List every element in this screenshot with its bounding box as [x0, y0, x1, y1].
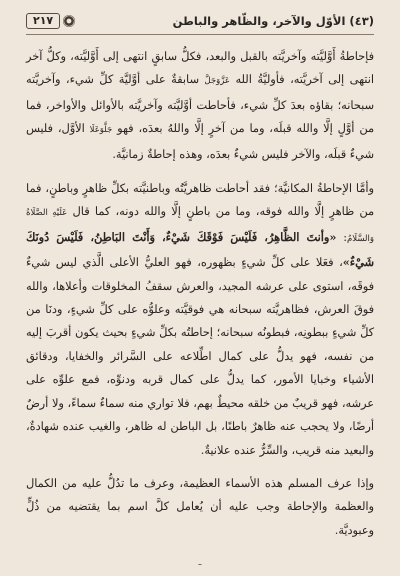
- page-number: ٢١٧: [26, 13, 60, 29]
- paragraph: [26, 177, 374, 462]
- honorific-phrase: جَلَّوَعَلَا: [89, 125, 113, 136]
- rosette-ornament-icon: [63, 15, 75, 27]
- text-run: الأوَّل، فليس شيءٌ قبلَه، والآخر فليس شيءٌ بعدَه، وهذه إحاطةٌ زمانيَّة.: [26, 122, 374, 161]
- footer-mark: ـ: [198, 557, 202, 568]
- chapter-title: (٤٣) الأوّل والآخر، والظّاهر والباطن: [172, 14, 374, 28]
- text-run: فإحاطةُ أَوَّليَّته وآخريَّته بالقبل والبعد، فكلُّ سابقٍ انتهى إلى أَوَّليَّته، وكلُّ آخر انتهى إلى آخريَّته، فأوليَّةُ الله: [26, 50, 374, 87]
- page-number-area: [26, 13, 75, 29]
- hadith-quote: «وأنتَ الظَّاهِرُ، فَلَيْسَ فَوْقَكَ شَيْءٌ، وَأَنْتَ البَاطِنُ، فَلَيْسَ دُونَكَ شَيْءٌ»: [26, 229, 374, 270]
- text-run: وأمَّا الإحاطةُ المكانيَّة؛ فقد أحاطت ظاهريَّتُه وباطنيَّته بكلِّ ظاهرٍ وباطنٍ، فما من ظاهرٍ إلَّا والله فوقه، وما من باطنٍ إلَّا والله دونه، كما قال: [26, 182, 374, 219]
- paragraph: [26, 45, 374, 166]
- text-run: سابقةٌ على أوَّليَّة كلِّ شيء، وآخريَّته سبحانه؛ بقاؤه بعدَ كلِّ شيء، فأحاطت أوَّليَّته وآخريَّته بالأوائل والأواخر، فما من أوَّلٍ إلَّا والله قبلَه، وما من آخرٍ إلَّا واللهُ بعدَه، فهو: [26, 73, 374, 136]
- text-run: ، فعَلا على كلِّ شيءٍ بظهوره، فهو العليُّ الأعلى الَّذي ليس شيءٌ فوقَه، استوى على عرشه المجيد، والعرش سقفُ المخلوقات وأعلاها، والله فوقَ العرش، فظاهريَّته سبحانه هي فوقيَّته وعلوُّه على كلِّ شيءٍ، ودنَا من كلِّ شيءٍ ببطونِه، فبطونُه سبحانه؛ إحاطتُه بكلِّ شيءٍ بحيث يكون أقربَ إليه من نفسه، فهو يدلُّ على كمال اطِّلاعه على السَّرائر والخفايا، ودقائق الأشياء وخبايا الأمور، كما يدلُّ على كمال قربه ودنوِّه، فمع علوِّه على عرشه، فهو قريبٌ من خلقه محيطٌ بهم، فلا تواري منه سماءٌ سماءً، ولا أرضٌ أرضًا، ولا يحجب عنه ظاهرٌ باطنًا، بل الباطن له ظاهر، والغيب عنده شهادةٌ، والبعيد منه قريب، والسِّرُّ عنده علانيةٌ.: [26, 256, 374, 457]
- honorific-phrase: عَلَيْهِ الصَّلَاةُ وَالسَّلَامُ: [26, 208, 374, 244]
- text-run: وإذا عرف المسلم هذه الأسماء العظيمة، وعرف ما تدُلُّ عليه من الكمال والعظمة والإحاطة وجب عليه أن يُعامل كلَّ اسم بما يقتضيه من ذُلٍّ وعبوديَّة.: [26, 476, 374, 537]
- text-run: :: [336, 230, 348, 244]
- honorific-phrase: عَزَّوَجَلَّ: [204, 76, 230, 87]
- page-body: [26, 45, 374, 542]
- running-header: [26, 10, 374, 35]
- paragraph: [26, 472, 374, 542]
